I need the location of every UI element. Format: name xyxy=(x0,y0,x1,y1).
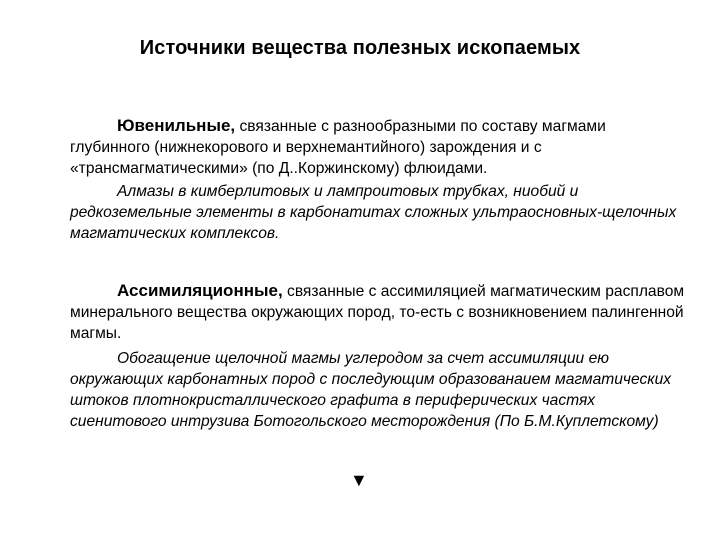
juvenile-description: связанные с разнообразными по составу магмами глубинного (нижнекорового и верхнемантийного) зарождения и с «трансмагматическими» (по Д..Коржинскому) флюидами. xyxy=(70,118,606,177)
assimilation-example-section xyxy=(70,348,685,432)
down-triangle-icon: ▼ xyxy=(350,470,368,490)
juvenile-section xyxy=(70,115,685,179)
assimilation-heading: Ассимиляционные, xyxy=(117,281,283,300)
juvenile-example-section xyxy=(70,181,685,244)
assimilation-section xyxy=(70,280,685,344)
juvenile-example: Алмазы в кимберлитовых и лампроитовых трубках, ниобий и редкоземельные элементы в карбонатитах сложных ультраосновных-щелочных магматических комплексов. xyxy=(70,183,677,242)
juvenile-heading: Ювенильные, xyxy=(117,116,236,135)
assimilation-paragraph xyxy=(70,280,685,344)
juvenile-paragraph xyxy=(70,115,685,179)
slide-title: Источники вещества полезных ископаемых xyxy=(139,37,581,59)
assimilation-example: Обогащение щелочной магмы углеродом за счет ассимиляции ею окружающих карбонатных пород с последующим образованаием магматических штоков плотнокристаллического графита в периферических частях сиенитового интрузива Ботогольского месторождения (По Б.М.Куплетскому) xyxy=(70,350,672,430)
assimilation-description: связанные с ассимиляцией магматическим расплавом минерального вещества окружающих пород, то-есть с возникновением палингенной магмы. xyxy=(70,283,685,342)
